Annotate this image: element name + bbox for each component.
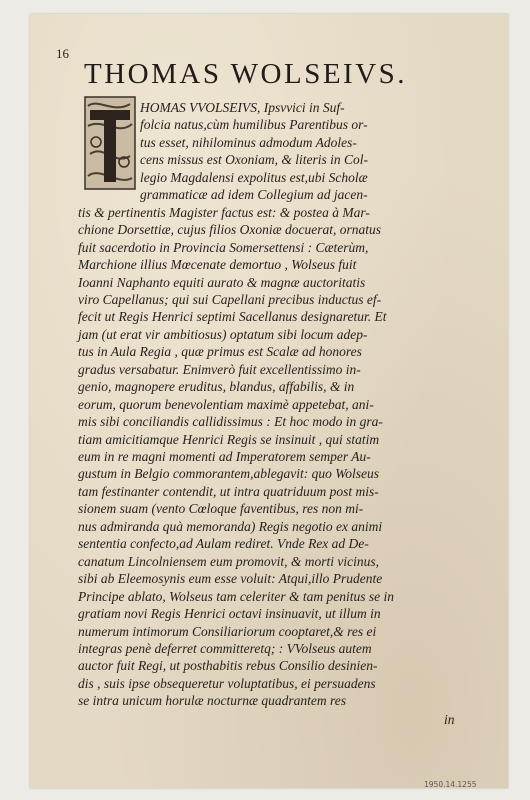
text-line: Ioanni Naphanto equiti aurato & magnæ auctoritatis	[78, 274, 366, 290]
text-line: mis sibi conciliandis callidissimus : Et hoc modo in gra-	[78, 414, 383, 430]
text-line: cens missus est Oxoniam, & literis in Col-	[140, 152, 368, 168]
page-number: 16	[56, 46, 69, 61]
text-line: jam (ut erat vir ambitiosus) optatum sibi locum adep-	[78, 326, 368, 342]
text-line: auctor fuit Regi, ut posthabitis rebus Consilio desinien-	[78, 658, 378, 674]
accession-number: 1950.14.1255	[424, 780, 477, 789]
text-line: fuit sacerdotio in Provincia Somersettensi : Cæterùm,	[78, 239, 369, 255]
text-line: sibi ab Eleemosynis eum esse voluit: Atqui,illo Prudente	[78, 571, 383, 587]
text-line: folcia natus,cùm humilibus Parentibus or-	[140, 117, 368, 133]
text-line: numerum intimorum Consiliariorum cooptaret,& res ei	[78, 623, 377, 639]
text-line: se intra unicum horulæ nocturnæ quadrantem res	[78, 693, 346, 709]
text-line: tus esset, nihilominus admodum Adoles-	[140, 134, 357, 150]
text-line: sionem suam (vento Cœloque faventibus, res non mi-	[78, 501, 364, 517]
text-line: gustum in Belgio commorantem,ablegavit: quo Wolseus	[78, 466, 379, 482]
text-line: tam festinanter contendit, ut intra quatriduum post mis-	[78, 483, 379, 499]
text-line: nus admiranda quà memoranda) Regis negotio ex animi	[78, 518, 383, 534]
text-line: tis & pertinentis Magister factus est: & postea à Mar-	[78, 204, 370, 220]
text-line: eum in re magni momenti ad Imperatorem semper Au-	[78, 449, 371, 464]
text-line: tiam amicitiamque Henrici Regis se insinuit , qui statim	[78, 431, 380, 447]
text-line: eorum, quorum benevolentiam maximè appetebat, ani-	[78, 396, 374, 412]
text-line: gradus versabatur. Enimverò fuit excellentissimo in-	[78, 361, 361, 377]
text-line: dis , suis ipse obsequeretur voluptatibus, ei persuadens	[78, 675, 376, 691]
text-line: gratiam novi Regis Henrici octavi insinuavit, ut illum in	[78, 606, 381, 622]
text-line: viro Capellanus; qui sui Capellani precibus inductus ef-	[78, 291, 382, 307]
text-line: fecit ut Regis Henrici septimi Sacellanus designaretur. Et	[78, 309, 387, 325]
text-line: legio Magdalensi expolitus est,ubi Scholæ	[140, 169, 368, 185]
text-line: grammaticæ ad idem Collegium ad jacen-	[140, 187, 368, 203]
decorated-initial-t	[84, 96, 136, 190]
text-line: tus in Aula Regia , quæ primus est Scalæ ad honores	[78, 344, 362, 360]
text-line: canatum Lincolniensem eum promovit, & morti vicinus,	[78, 553, 379, 569]
page-title: THOMAS WOLSEIVS.	[84, 58, 408, 90]
text-line: Marchione illius Mœcenate demortuo , Wolseus fuit	[78, 257, 357, 273]
text-line: chione Dorsettiæ, cujus filios Oxoniæ docuerat, ornatus	[78, 222, 381, 238]
text-line: genio, magnopere eruditus, blandus, affabilis, & in	[78, 379, 355, 395]
text-line: integras penè deferret committeretq; : VVolseus autem	[78, 640, 372, 656]
text-line: HOMAS VVOLSEIVS, Ipsvvici in Suf-	[140, 100, 345, 115]
catchword: in	[444, 712, 455, 727]
text-line: Principe ablato, Wolseus tam celeriter & tam penitus se in	[78, 588, 394, 604]
text-line: sententia confecto,ad Aulam rediret. Vnde Rex ad De-	[78, 536, 369, 552]
